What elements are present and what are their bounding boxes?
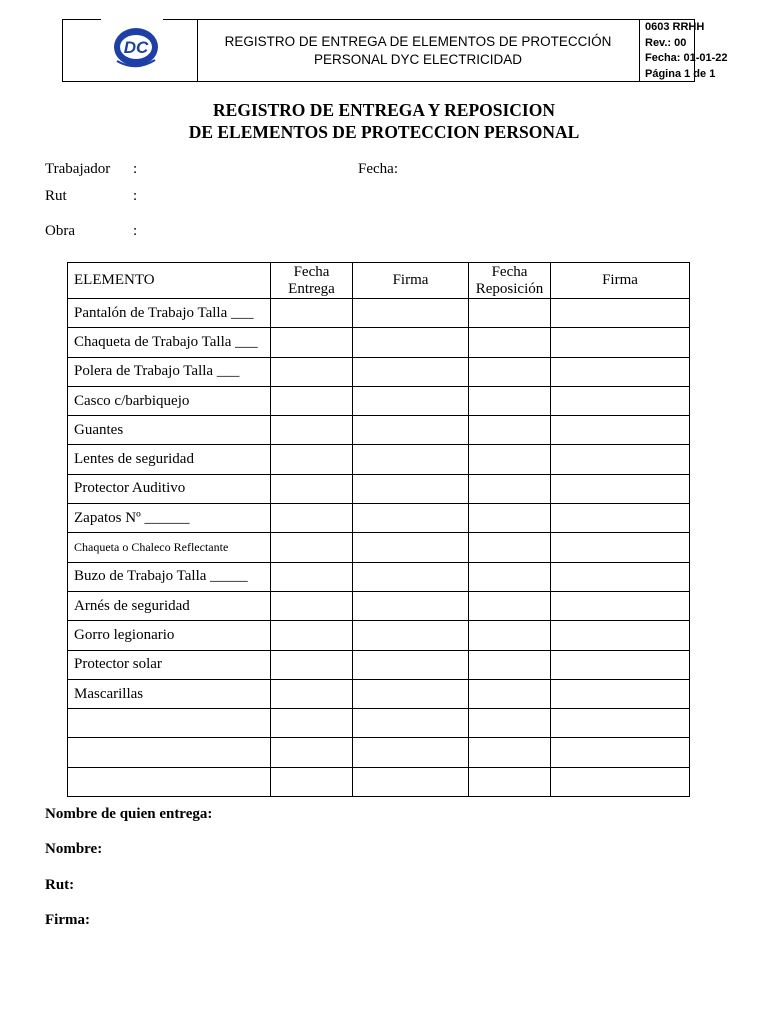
firma-reposicion-cell[interactable]	[551, 767, 690, 796]
firma-reposicion-cell[interactable]	[551, 474, 690, 503]
table-row	[68, 679, 690, 708]
col-firma-reposicion: Firma	[551, 263, 690, 299]
fecha-entrega-cell[interactable]	[271, 445, 353, 474]
fecha-entrega-cell[interactable]	[271, 416, 353, 445]
fecha-entrega-cell[interactable]	[271, 386, 353, 415]
firma-entrega-cell[interactable]	[353, 299, 469, 328]
table-row	[68, 386, 690, 415]
col-fecha-entrega-line2: Entrega	[288, 280, 335, 297]
table-row	[68, 533, 690, 562]
table-row	[68, 562, 690, 591]
fecha-entrega-cell[interactable]	[271, 709, 353, 738]
fecha-entrega-cell[interactable]	[271, 474, 353, 503]
fecha-entrega-cell[interactable]	[271, 650, 353, 679]
fecha-entrega-cell[interactable]	[271, 738, 353, 767]
firma-entrega-cell[interactable]	[353, 621, 469, 650]
firma-entrega-cell[interactable]	[353, 562, 469, 591]
fecha-reposicion-cell[interactable]	[469, 328, 551, 357]
trabajador-colon: :	[133, 161, 138, 177]
table-header-row	[68, 263, 690, 299]
fecha-reposicion-cell[interactable]	[469, 357, 551, 386]
table-row	[68, 357, 690, 386]
table-row	[68, 591, 690, 620]
firma-entrega-cell[interactable]	[353, 533, 469, 562]
fecha-label: Fecha:	[358, 161, 398, 177]
element-cell[interactable]	[68, 738, 271, 767]
firma-label: Firma:	[45, 912, 90, 928]
firma-entrega-cell[interactable]	[353, 357, 469, 386]
firma-reposicion-cell[interactable]	[551, 533, 690, 562]
fecha-reposicion-cell[interactable]	[469, 679, 551, 708]
element-cell: Arnés de seguridad	[68, 591, 271, 620]
obra-colon: :	[133, 223, 138, 239]
trabajador-label: Trabajador	[45, 161, 111, 177]
document-header	[62, 19, 728, 82]
element-cell: Guantes	[68, 416, 271, 445]
doc-date: Fecha: 01-01-22	[645, 52, 728, 64]
col-fecha-reposicion-line2: Reposición	[475, 280, 544, 297]
firma-reposicion-cell[interactable]	[551, 738, 690, 767]
firma-entrega-cell[interactable]	[353, 650, 469, 679]
company-logo	[63, 20, 197, 81]
firma-entrega-cell[interactable]	[353, 738, 469, 767]
element-cell: Zapatos Nº ______	[68, 504, 271, 533]
fecha-entrega-cell[interactable]	[271, 679, 353, 708]
col-fecha-reposicion	[469, 263, 551, 299]
fecha-entrega-cell[interactable]	[271, 621, 353, 650]
firma-reposicion-cell[interactable]	[551, 504, 690, 533]
header-title	[197, 20, 640, 81]
firma-entrega-cell[interactable]	[353, 386, 469, 415]
header-title-line2: PERSONAL DYC ELECTRICIDAD	[313, 51, 523, 67]
table-row	[68, 621, 690, 650]
firma-entrega-cell[interactable]	[353, 591, 469, 620]
table-row	[68, 445, 690, 474]
firma-entrega-cell[interactable]	[353, 767, 469, 796]
table-row	[68, 767, 690, 796]
header-border-gap	[101, 17, 163, 21]
rut-label: Rut	[45, 188, 67, 204]
firma-reposicion-cell[interactable]	[551, 709, 690, 738]
col-fecha-reposicion-line1: Fecha	[491, 263, 528, 280]
firma-entrega-cell[interactable]	[353, 416, 469, 445]
fecha-reposicion-cell[interactable]	[469, 474, 551, 503]
element-cell: Buzo de Trabajo Talla _____	[68, 562, 271, 591]
element-cell: Chaqueta o Chaleco Reflectante	[68, 533, 271, 562]
fecha-reposicion-cell[interactable]	[469, 299, 551, 328]
table-row	[68, 416, 690, 445]
fecha-entrega-cell[interactable]	[271, 562, 353, 591]
table-row	[68, 474, 690, 503]
rut-footer-label: Rut:	[45, 877, 75, 893]
element-cell[interactable]	[68, 767, 271, 796]
element-cell: Pantalón de Trabajo Talla ___	[68, 299, 271, 328]
firma-reposicion-cell[interactable]	[551, 591, 690, 620]
doc-revision: Rev.: 00	[645, 36, 687, 49]
firma-reposicion-cell[interactable]	[551, 328, 690, 357]
element-cell[interactable]	[68, 709, 271, 738]
firma-reposicion-cell[interactable]	[551, 650, 690, 679]
firma-reposicion-cell[interactable]	[551, 679, 690, 708]
firma-reposicion-cell[interactable]	[551, 386, 690, 415]
fecha-reposicion-cell[interactable]	[469, 650, 551, 679]
element-cell: Protector Auditivo	[68, 474, 271, 503]
entrega-label: Nombre de quien entrega:	[45, 806, 213, 822]
table-row	[68, 650, 690, 679]
doc-page: Página 1 de 1	[645, 67, 716, 80]
firma-entrega-cell[interactable]	[353, 474, 469, 503]
nombre-label: Nombre:	[45, 841, 103, 857]
element-cell: Casco c/barbiquejo	[68, 386, 271, 415]
firma-entrega-cell[interactable]	[353, 328, 469, 357]
fecha-entrega-cell[interactable]	[271, 357, 353, 386]
element-cell: Protector solar	[68, 650, 271, 679]
fecha-reposicion-cell[interactable]	[469, 767, 551, 796]
firma-reposicion-cell[interactable]	[551, 357, 690, 386]
logo-cell	[63, 20, 198, 81]
fecha-reposicion-cell[interactable]	[469, 709, 551, 738]
fecha-reposicion-cell[interactable]	[469, 533, 551, 562]
table-row	[68, 299, 690, 328]
col-fecha-entrega-line1: Fecha	[293, 263, 330, 280]
firma-reposicion-cell[interactable]	[551, 621, 690, 650]
header-title-line1: REGISTRO DE ENTREGA DE ELEMENTOS DE PROTECCIÓN	[224, 33, 612, 49]
firma-reposicion-cell[interactable]	[551, 445, 690, 474]
firma-entrega-cell[interactable]	[353, 445, 469, 474]
header-meta	[640, 20, 728, 81]
fecha-reposicion-cell[interactable]	[469, 386, 551, 415]
element-cell: Lentes de seguridad	[68, 445, 271, 474]
table-row	[68, 504, 690, 533]
fecha-reposicion-cell[interactable]	[469, 591, 551, 620]
doc-code: 0603 RRHH	[645, 21, 705, 33]
firma-entrega-cell[interactable]	[353, 679, 469, 708]
fecha-reposicion-cell[interactable]	[469, 562, 551, 591]
fecha-entrega-cell[interactable]	[271, 299, 353, 328]
rut-colon: :	[133, 188, 138, 204]
fecha-reposicion-cell[interactable]	[469, 738, 551, 767]
col-firma-entrega: Firma	[353, 263, 469, 299]
logo-text: DC	[123, 38, 149, 57]
fecha-entrega-cell[interactable]	[271, 328, 353, 357]
element-cell: Polera de Trabajo Talla ___	[68, 357, 271, 386]
table-row	[68, 328, 690, 357]
firma-reposicion-cell[interactable]	[551, 562, 690, 591]
table-row	[68, 709, 690, 738]
firma-entrega-cell[interactable]	[353, 709, 469, 738]
firma-entrega-cell[interactable]	[353, 504, 469, 533]
firma-reposicion-cell[interactable]	[551, 299, 690, 328]
fecha-reposicion-cell[interactable]	[469, 621, 551, 650]
ppe-table	[67, 262, 690, 797]
fecha-entrega-cell[interactable]	[271, 591, 353, 620]
col-fecha-entrega	[271, 263, 353, 299]
table-row	[68, 738, 690, 767]
col-elemento: ELEMENTO	[68, 263, 271, 299]
doc-title-line2: DE ELEMENTOS DE PROTECCION PERSONAL	[188, 122, 580, 142]
fecha-entrega-cell[interactable]	[271, 767, 353, 796]
fecha-reposicion-cell[interactable]	[469, 504, 551, 533]
doc-title-line1: REGISTRO DE ENTREGA Y REPOSICION	[213, 100, 555, 120]
obra-label: Obra	[45, 223, 75, 239]
fecha-reposicion-cell[interactable]	[469, 445, 551, 474]
element-cell: Gorro legionario	[68, 621, 271, 650]
firma-reposicion-cell[interactable]	[551, 416, 690, 445]
element-cell: Chaqueta de Trabajo Talla ___	[68, 328, 271, 357]
element-cell: Mascarillas	[68, 679, 271, 708]
fecha-reposicion-cell[interactable]	[469, 416, 551, 445]
fecha-entrega-cell[interactable]	[271, 533, 353, 562]
fecha-entrega-cell[interactable]	[271, 504, 353, 533]
